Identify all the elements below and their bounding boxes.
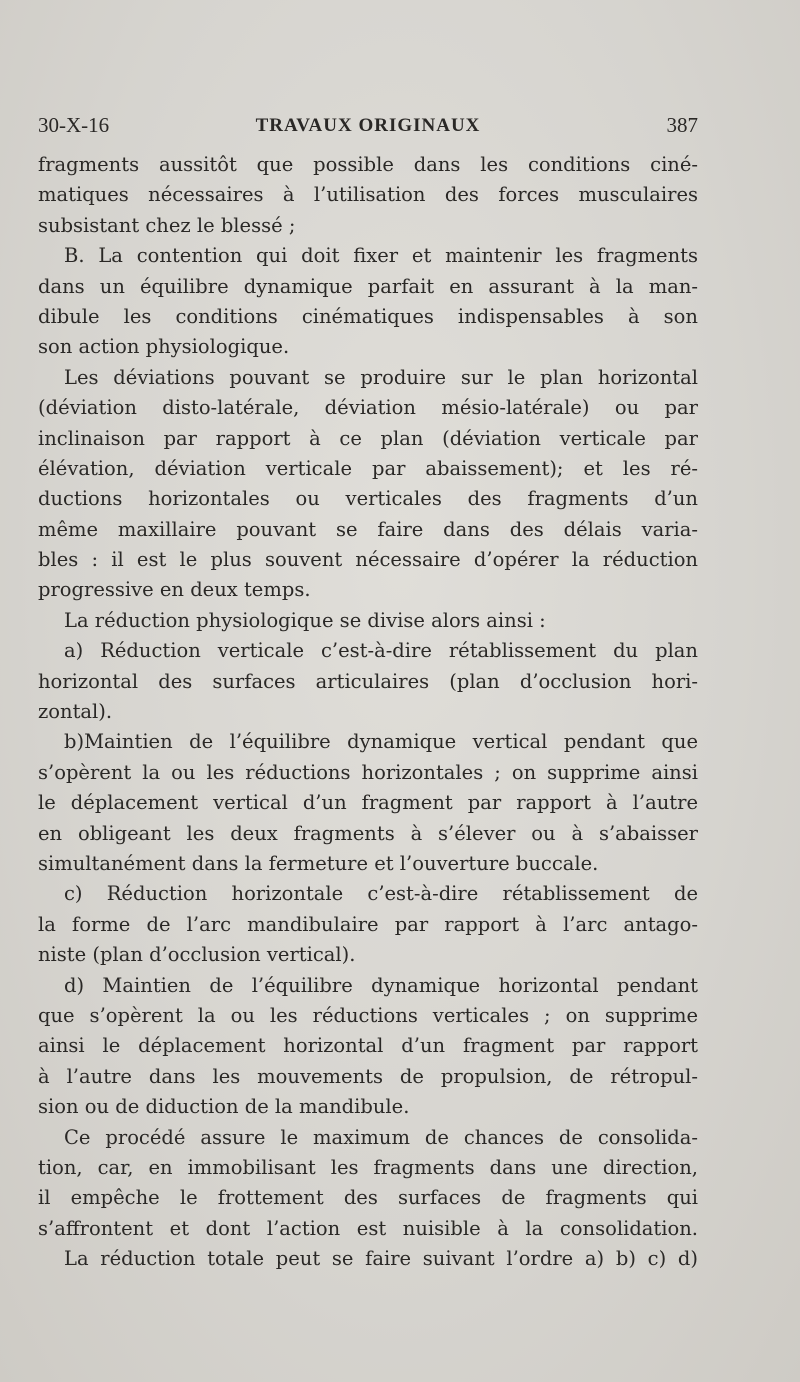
- text-line: zontal).: [38, 700, 113, 724]
- text-line: que s’opèrent la ou les réductions verticales ; on supprime: [38, 1003, 698, 1027]
- text-line: fragments aussitôt que possible dans les conditions ciné-: [38, 153, 698, 176]
- page-number: 387: [666, 113, 698, 137]
- text-line: c) Réduction horizontale c’est-à-dire rétablissement de: [64, 882, 698, 906]
- text-line: s’affrontent et dont l’action est nuisible à la consolidation.: [38, 1216, 698, 1240]
- text-line: élévation, déviation verticale par abaissement); et les ré-: [38, 456, 698, 480]
- text-line: sion ou de diduction de la mandibule.: [38, 1095, 410, 1119]
- text-line: d) Maintien de l’équilibre dynamique horizontal pendant: [64, 973, 698, 997]
- text-line: bles : il est le plus souvent nécessaire d’opérer la réduction: [38, 548, 698, 572]
- text-line: dibule les conditions cinématiques indispensables à son: [38, 304, 698, 328]
- text-line: s’opèrent la ou les réductions horizontales ; on supprime ainsi: [38, 760, 698, 784]
- header-date: 30-X-16: [38, 113, 110, 137]
- text-line: Ce procédé assure le maximum de chances de consolida-: [64, 1125, 698, 1149]
- page-body: [38, 150, 698, 1274]
- text-line: le déplacement vertical d’un fragment par rapport à l’autre: [38, 791, 698, 815]
- text-line: a) Réduction verticale c’est-à-dire rétablissement du plan: [64, 639, 698, 663]
- text-line: en obligeant les deux fragments à s’élever ou à s’abaisser: [38, 821, 698, 845]
- text-line: (déviation disto-latérale, déviation mésio-latérale) ou par: [38, 396, 698, 420]
- text-line: à l’autre dans les mouvements de propulsion, de rétropul-: [38, 1064, 698, 1088]
- text-line: Les déviations pouvant se produire sur le plan horizontal: [64, 365, 698, 389]
- running-title: TRAVAUX ORIGINAUX: [255, 115, 481, 136]
- text-line: matiques nécessaires à l’utilisation des forces musculaires: [38, 183, 698, 207]
- text-line: La réduction totale peut se faire suivant l’ordre a) b) c) d): [64, 1247, 698, 1271]
- text-line: même maxillaire pouvant se faire dans des délais varia-: [38, 517, 698, 541]
- text-line: dans un équilibre dynamique parfait en assurant à la man-: [38, 274, 698, 298]
- text-line: il empêche le frottement des surfaces de fragments qui: [38, 1186, 698, 1210]
- text-line: simultanément dans la fermeture et l’ouverture buccale.: [38, 851, 599, 875]
- text-line: inclinaison par rapport à ce plan (déviation verticale par: [38, 426, 698, 450]
- text-line: ainsi le déplacement horizontal d’un fragment par rapport: [38, 1034, 698, 1058]
- running-header: [38, 113, 698, 143]
- text-line: tion, car, en immobilisant les fragments dans une direction,: [38, 1155, 698, 1179]
- text-line: progressive en deux temps.: [38, 578, 311, 602]
- text-line: ductions horizontales ou verticales des fragments d’un: [38, 487, 698, 511]
- text-line: B. La contention qui doit fixer et maintenir les fragments: [64, 244, 698, 268]
- text-line: son action physiologique.: [38, 335, 290, 359]
- text-line: horizontal des surfaces articulaires (plan d’occlusion hori-: [38, 669, 698, 693]
- text-line: la forme de l’arc mandibulaire par rapport à l’arc antago-: [38, 912, 698, 936]
- text-line: subsistant chez le blessé ;: [38, 213, 296, 237]
- text-line: niste (plan d’occlusion vertical).: [38, 943, 356, 967]
- text-line: b)Maintien de l’équilibre dynamique vertical pendant que: [64, 730, 698, 754]
- text-line: La réduction physiologique se divise alors ainsi :: [64, 608, 546, 632]
